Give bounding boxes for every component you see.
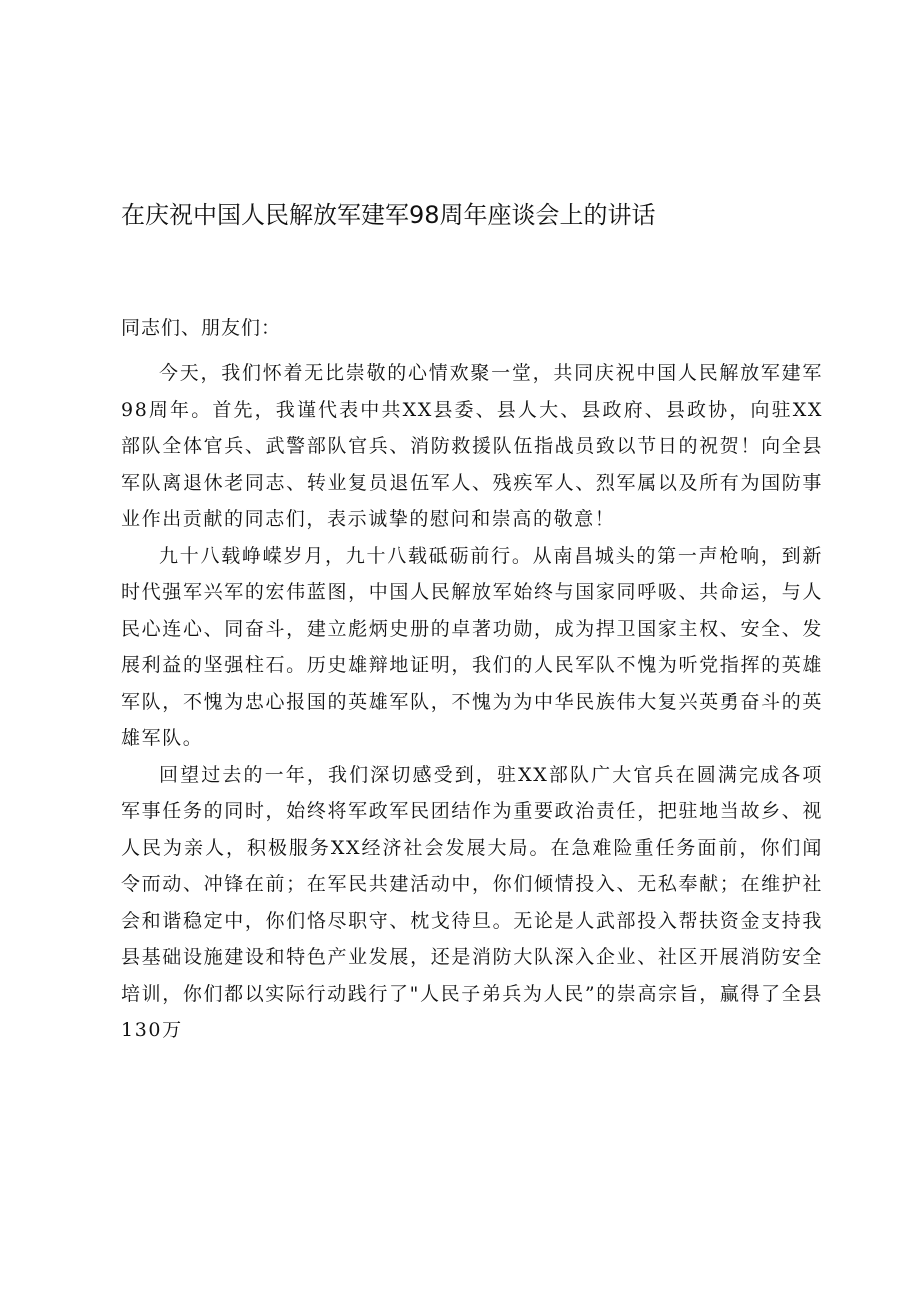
paragraph-1: 今天，我们怀着无比崇敬的心情欢聚一堂，共同庆祝中国人民解放军建军98周年。首先，我谨代表中共XX县委、县人大、县政府、县政协，向驻XX部队全体官兵、武警部队官兵、消防救援队伍指战员致以节日的祝贺！向全县军队离退休老同志、转业复员退伍军人、残疾军人、烈军属以及所有为国防事业作出贡献的同志们，表示诚挚的慰问和崇高的敬意！ [121, 362, 823, 530]
paragraph-3: 回望过去的一年，我们深切感受到，驻XX部队广大官兵在圆满完成各项军事任务的同时，始终将军政军民团结作为重要政治责任，把驻地当故乡、视人民为亲人，积极服务XX经济社会发展大局。在急难险重任务面前，你们闻令而动、冲锋在前；在军民共建活动中，你们倾情投入、无私奉献；在维护社会和谐稳定中，你们恪尽职守、枕戈待旦。无论是人武部投入帮扶资金支持我县基础设施建设和特色产业发展，还是消防大队深入企业、社区开展消防安全培训，你们都以实际行动践行了"人民子弟兵为人民”的崇高宗旨，赢得了全县130万 [121, 763, 823, 1041]
paragraph-2: 九十八载峥嵘岁月，九十八载砥砺前行。从南昌城头的第一声枪响，到新时代强军兴军的宏伟蓝图，中国人民解放军始终与国家同呼吸、共命运，与人民心连心、同奋斗，建立彪炳史册的卓著功勋，成为捍卫国家主权、安全、发展利益的坚强柱石。历史雄辩地证明，我们的人民军队不愧为听党指挥的英雄军队，不愧为忠心报国的英雄军队，不愧为为中华民族伟大复兴英勇奋斗的英雄军队。 [121, 544, 823, 749]
document-title: 在庆祝中国人民解放军建军98周年座谈会上的讲话 [121, 201, 656, 229]
salutation: 同志们、朋友们： [121, 317, 282, 339]
document-body [121, 355, 823, 1049]
